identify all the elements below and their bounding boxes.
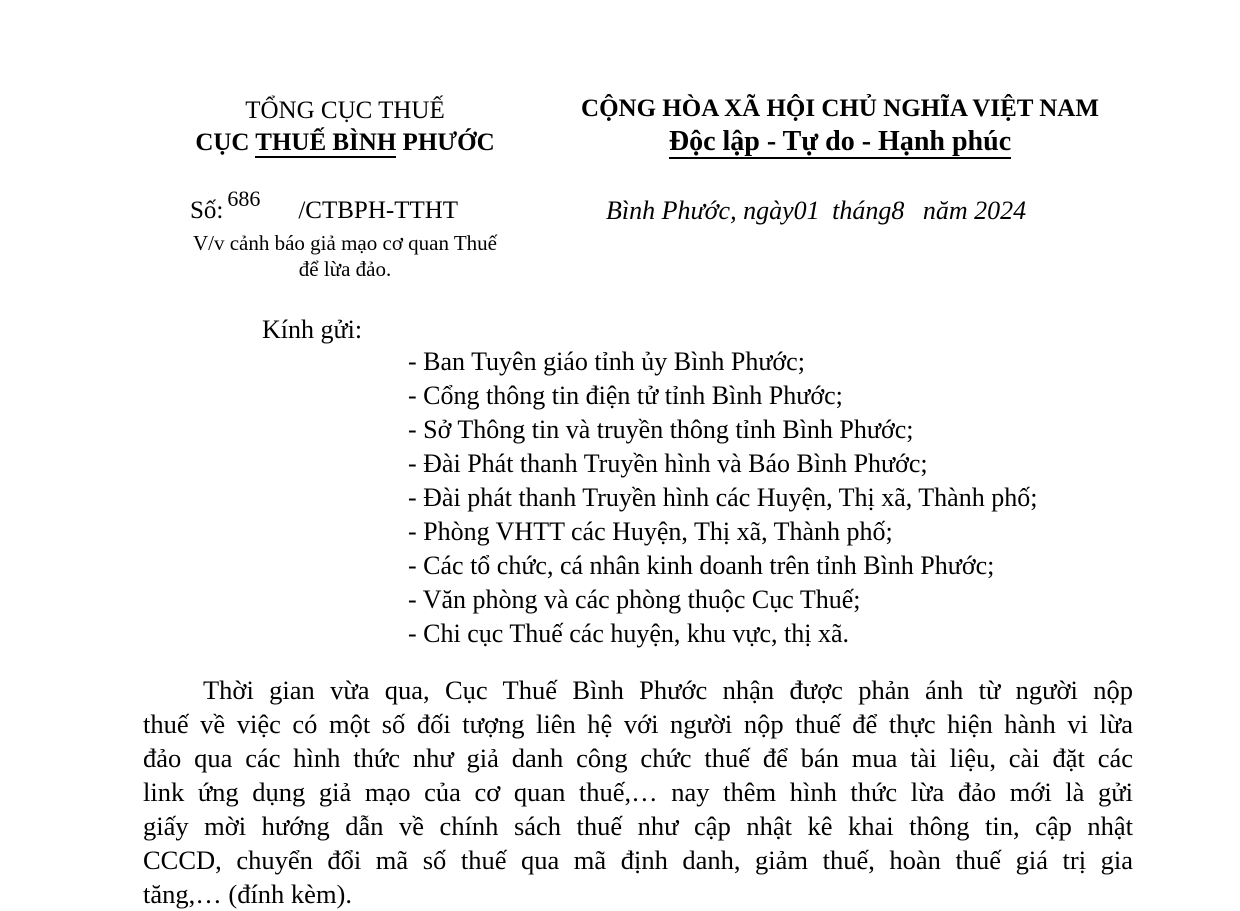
body-line: tăng,… (đính kèm). — [143, 879, 353, 909]
body-line: giấy mời hướng dẫn về chính sách thuế như cập nhật kê khai thông tin, cập nhật — [143, 811, 1133, 841]
body-line: Thời gian vừa qua, Cục Thuế Bình Phước nhận được phản ánh từ người nộp — [203, 675, 1133, 705]
recipient-item: - Sở Thông tin và truyền thông tỉnh Bình Phước; — [408, 415, 914, 444]
date-month: 8 — [891, 196, 905, 225]
subject-line-1: V/v cảnh báo giả mạo cơ quan Thuế — [192, 231, 498, 255]
date-month-label: tháng — [832, 196, 892, 225]
body-line: CCCD, chuyển đổi mã số thuế qua mã định danh, giảm thuế, hoàn thuế giá trị gia — [143, 845, 1133, 875]
department-prefix: CỤC — [195, 129, 256, 156]
document-number — [190, 186, 459, 226]
subject-line-2: để lừa đảo. — [298, 257, 392, 281]
recipient-item: - Đài Phát thanh Truyền hình và Báo Bình Phước; — [408, 449, 928, 478]
recipient-item: - Các tổ chức, cá nhân kinh doanh trên tỉnh Bình Phước; — [408, 551, 995, 580]
recipient-list — [408, 345, 1037, 651]
recipient-item: - Phòng VHTT các Huyện, Thị xã, Thành phố; — [408, 517, 893, 546]
date-place: Bình Phước, ngày — [606, 196, 794, 225]
country-name: CỘNG HÒA XÃ HỘI CHỦ NGHĨA VIỆT NAM — [581, 95, 1099, 122]
salutation: Kính gửi: — [262, 315, 363, 344]
number-value: 686 — [227, 186, 261, 211]
recipient-item: - Cổng thông tin điện tử tỉnh Bình Phước; — [408, 381, 843, 410]
department-underlined: THUẾ BÌNH — [255, 129, 397, 156]
number-code: /CTBPH-TTHT — [298, 197, 459, 224]
department-name — [165, 128, 525, 158]
body-line: link ứng dụng giả mạo của cơ quan thuế,… nay thêm hình thức lừa đảo mới là gửi — [143, 777, 1133, 807]
recipient-item: - Văn phòng và các phòng thuộc Cục Thuế; — [408, 585, 861, 614]
motto-text: Độc lập - Tự do - Hạnh phúc — [668, 126, 1012, 157]
agency-name: TỔNG CỤC THUẾ — [245, 97, 445, 124]
recipient-item: - Đài phát thanh Truyền hình các Huyện, Thị xã, Thành phố; — [408, 483, 1038, 512]
body-line: thuế về việc có một số đối tượng liên hệ với người nộp thuế để thực hiện hành vi lừa — [143, 709, 1133, 739]
date-day: 01 — [793, 196, 820, 225]
date-year: năm 2024 — [922, 196, 1027, 225]
motto — [600, 125, 1080, 159]
date-line — [606, 196, 1026, 226]
recipient-item: - Ban Tuyên giáo tỉnh ủy Bình Phước; — [408, 347, 805, 376]
department-suffix: PHƯỚC — [396, 129, 495, 156]
recipient-item: - Chi cục Thuế các huyện, khu vực, thị xã. — [408, 619, 850, 648]
body-paragraph — [143, 673, 1133, 911]
body-line: đảo qua các hình thức như giả danh công chức thuế để bán mua tài liệu, cài đặt các — [143, 743, 1133, 773]
number-label: Số: — [190, 197, 224, 224]
